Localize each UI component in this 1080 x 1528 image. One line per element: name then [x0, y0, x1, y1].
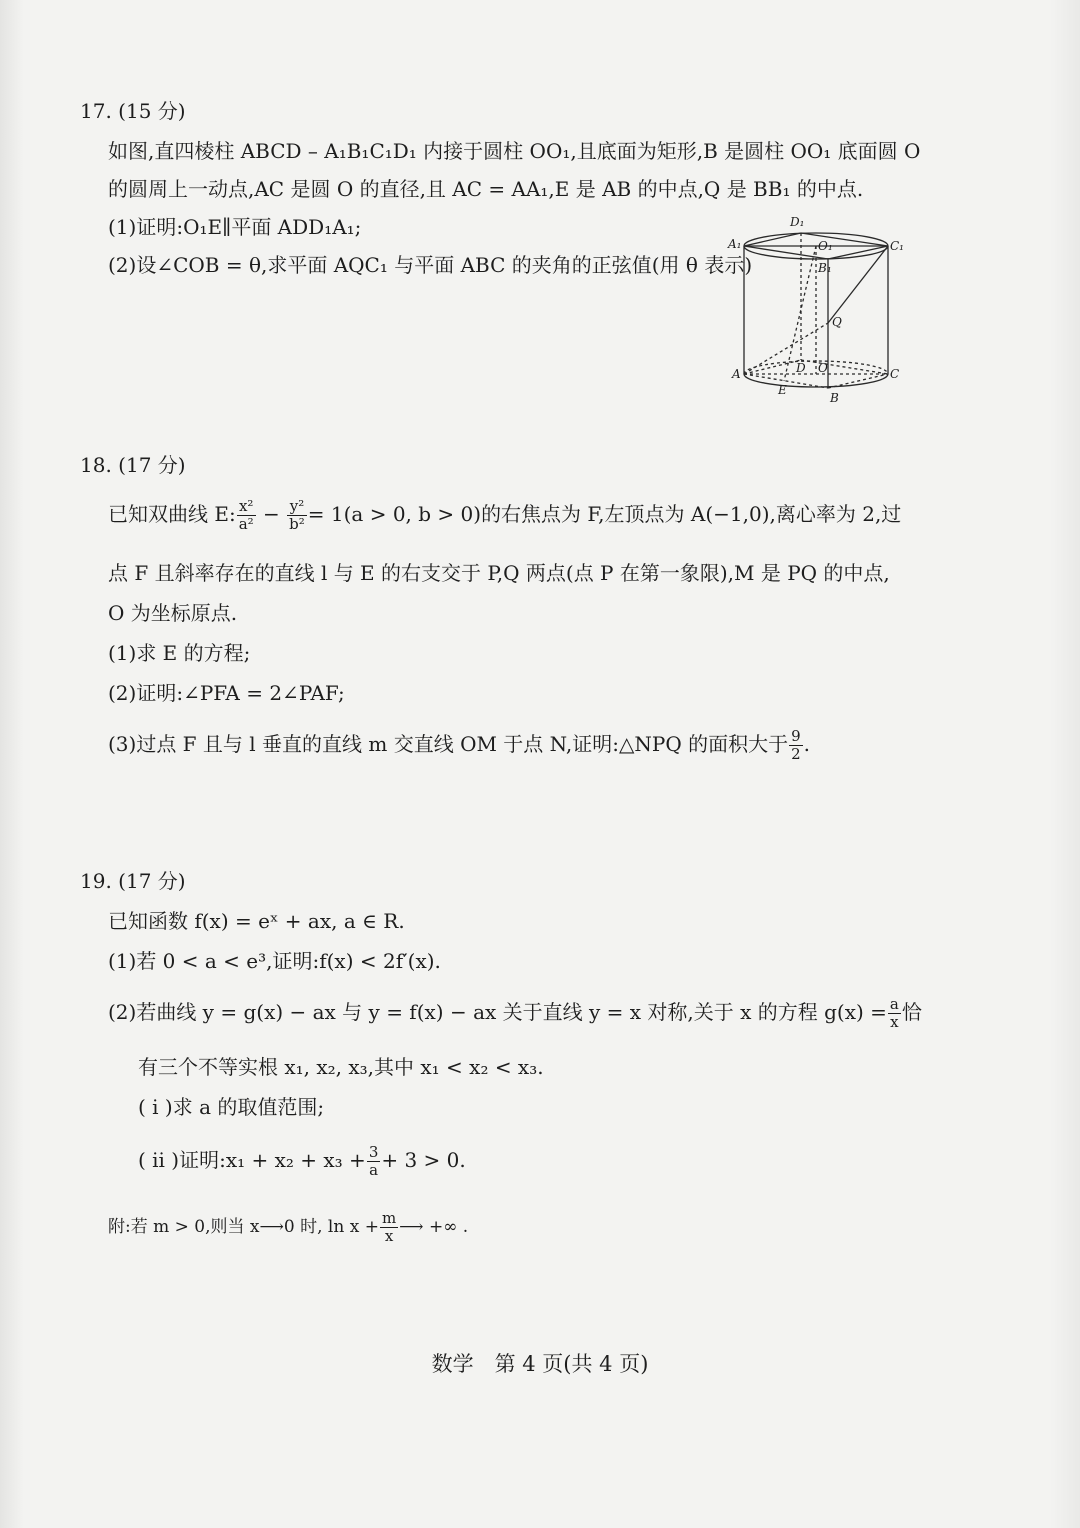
- label-e: E: [778, 383, 787, 397]
- cylinder-figure: [726, 210, 916, 410]
- frac-numerator: 3: [368, 1143, 379, 1161]
- frac-denominator: x: [890, 1013, 899, 1031]
- q17-part2: (2)设∠COB = θ,求平面 AQC₁ 与平面 ABC 的夹角的正弦值(用 θ 表示): [108, 253, 753, 277]
- frac-denominator: a²: [238, 515, 254, 533]
- label-c: C: [890, 367, 900, 381]
- frac-numerator: y²: [287, 498, 307, 516]
- frac-denominator: a: [369, 1161, 379, 1179]
- q18-line2: 点 F 且斜率存在的直线 l 与 E 的右支交于 P,Q 两点(点 P 在第一象限),M 是 PQ 的中点,: [108, 561, 890, 585]
- q18-part3: [108, 728, 810, 763]
- q19-sub2: [138, 1144, 466, 1179]
- label-a1: A₁: [728, 237, 742, 251]
- q18-line3: O 为坐标原点.: [108, 601, 238, 625]
- q19-sub1: ( i )求 a 的取值范围;: [138, 1095, 325, 1119]
- scan-left-shadow: [0, 0, 24, 1528]
- label-o1: O₁: [818, 239, 833, 253]
- q18-line1-post: = 1(a > 0, b > 0)的右焦点为 F,左顶点为 A(−1,0),离心率为 2,过: [307, 502, 902, 526]
- label-d1: D₁: [790, 215, 805, 229]
- q18-number: 18. (17 分): [80, 453, 186, 477]
- q18-part3-text: (3)过点 F 且与 l 垂直的直线 m 交直线 OM 于点 N,证明:△NPQ 的面积大于: [108, 732, 789, 756]
- frac-numerator: x²: [237, 498, 256, 516]
- label-a: A: [732, 367, 741, 381]
- q18-part3-period: .: [803, 732, 810, 756]
- fraction-a-over-x: [888, 996, 901, 1031]
- bottom-circle-front: [744, 374, 888, 387]
- q18-line1-pre: 已知双曲线 E:: [108, 502, 236, 526]
- q19-note: [108, 1210, 468, 1245]
- q19-sub2-text: ( ii )证明:x₁ + x₂ + x₃ +: [138, 1148, 366, 1172]
- label-c1: C₁: [890, 239, 904, 253]
- q17-intro-line2: 的圆周上一动点,AC 是圆 O 的直径,且 AC = AA₁,E 是 AB 的中点,Q 是 BB₁ 的中点.: [108, 177, 864, 201]
- fraction-m-over-x: [380, 1210, 398, 1245]
- q19-note-end: ⟶ +∞ .: [399, 1217, 469, 1237]
- fraction-9-over-2: [789, 728, 803, 763]
- page-footer: 数学 第 4 页(共 4 页): [431, 1352, 649, 1376]
- q17-number: 17. (15 分): [80, 99, 186, 123]
- q19-part2: [108, 996, 922, 1031]
- label-o: O: [818, 361, 828, 375]
- edge-d1c1: [801, 233, 888, 246]
- q19-number: 19. (17 分): [80, 869, 186, 893]
- q17-intro-line1: 如图,直四棱柱 ABCD – A₁B₁C₁D₁ 内接于圆柱 OO₁,且底面为矩形,B 是圆柱 OO₁ 底面圆 O: [108, 139, 921, 163]
- frac-numerator: 9: [791, 727, 801, 745]
- label-q: Q: [832, 315, 842, 329]
- q19-sub2-end: + 3 > 0.: [381, 1148, 466, 1172]
- q18-line1: 已知双曲线 E: $\frac{\text{x²}}{\text{a²}}$ − $\frac{\text{y²}}{\text{b²}}$ = 1(a > 0, b > 0)的右焦点为 F,左顶点为 A(−1,0),离心率为 2,过: [108, 497, 902, 533]
- frac-numerator: m: [381, 1209, 397, 1227]
- q18-part2: (2)证明:∠PFA = 2∠PAF;: [108, 681, 345, 705]
- q18-part1: (1)求 E 的方程;: [108, 641, 251, 665]
- q19-part2-continued: 有三个不等实根 x₁, x₂, x₃,其中 x₁ < x₂ < x₃.: [138, 1055, 544, 1079]
- fraction-y2-over-b2: [287, 498, 307, 533]
- label-b1: B₁: [818, 261, 832, 275]
- scan-right-shadow: [1050, 0, 1080, 1528]
- frac-numerator: a: [889, 995, 899, 1013]
- q19-part2-text: (2)若曲线 y = g(x) − ax 与 y = f(x) − ax 关于直线 y = x 对称,关于 x 的方程 g(x) =: [108, 1000, 887, 1024]
- q19-part1: (1)若 0 < a < e³,证明:f(x) < 2f′(x).: [108, 949, 441, 973]
- q19-line1: 已知函数 f(x) = eˣ + ax, a ∈ R.: [108, 909, 405, 933]
- fraction-3-over-a: [367, 1144, 381, 1179]
- q19-note-text: 附:若 m > 0,则当 x⟶0 时, ln x +: [108, 1217, 379, 1237]
- q17-part1: (1)证明:O₁E∥平面 ADD₁A₁;: [108, 215, 362, 239]
- label-b: B: [830, 391, 839, 405]
- label-d: D: [796, 361, 806, 375]
- frac-denominator: b²: [289, 515, 305, 533]
- frac-denominator: 2: [791, 745, 801, 763]
- fraction-x2-over-a2: [237, 498, 256, 533]
- frac-denominator: x: [384, 1227, 394, 1245]
- edge-ad: [744, 360, 801, 374]
- q19-part2-end: 恰: [901, 1000, 922, 1024]
